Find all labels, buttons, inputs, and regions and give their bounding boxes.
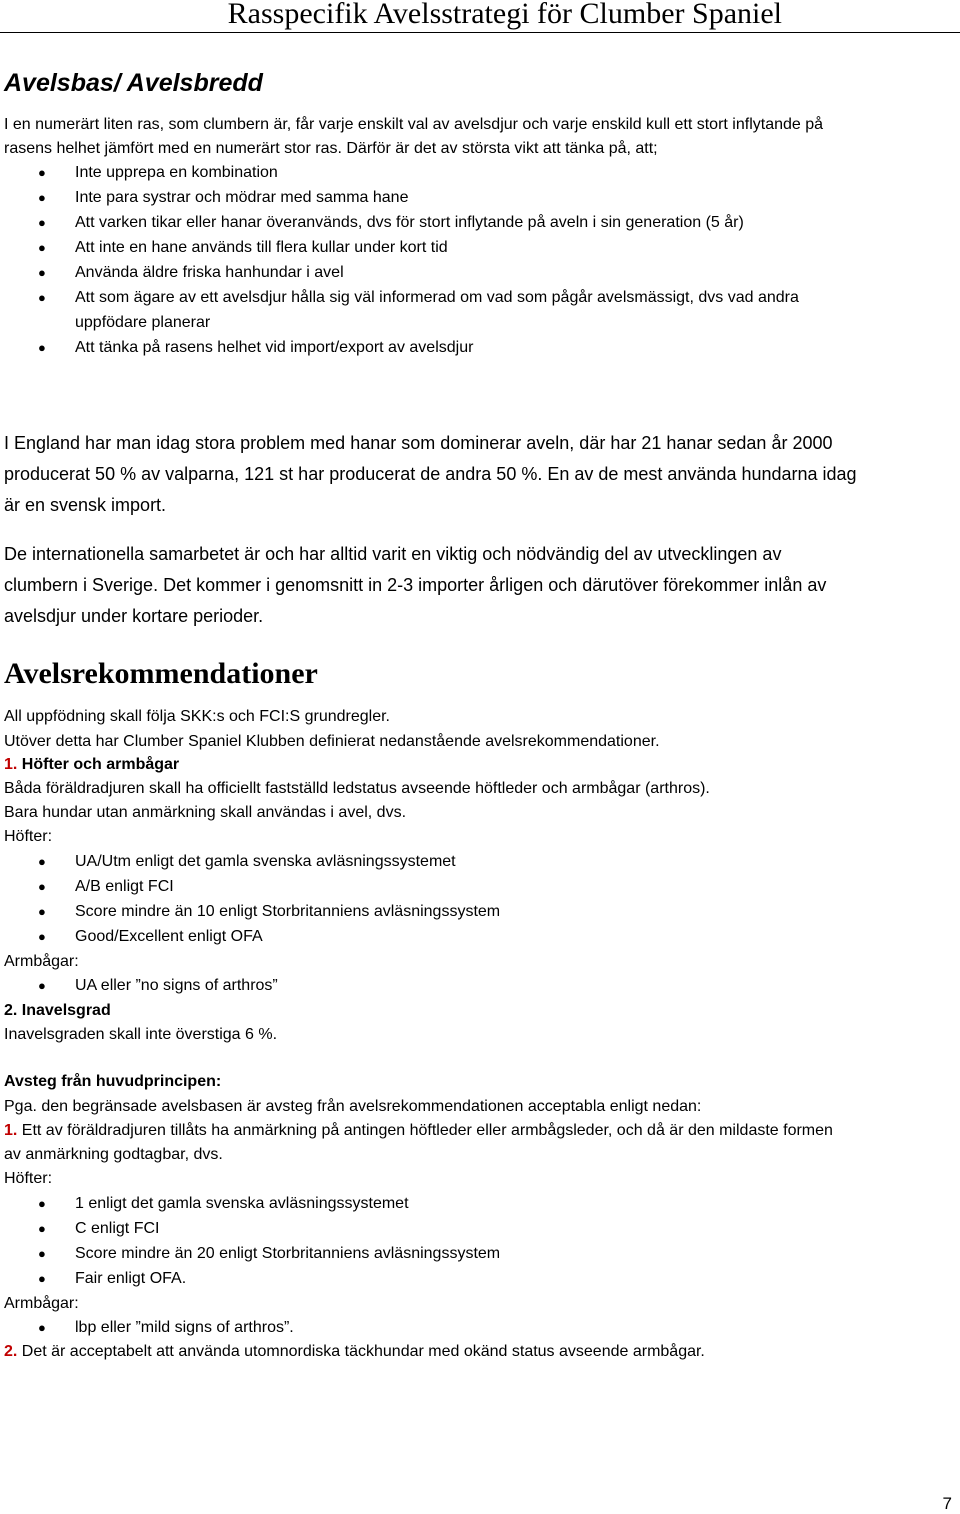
para-international-line-2: clumbern i Sverige. Det kommer i genomsnitt in 2-3 importer årligen och därutöver förekommer inlån av [4, 575, 827, 595]
list-item: ● Inte upprepa en kombination [0, 160, 799, 185]
bullet-icon: ● [38, 1271, 46, 1286]
dev-hips-list [0, 1191, 500, 1291]
bullet-icon: ● [38, 165, 46, 180]
dev-elbows-label: Armbågar: [4, 1295, 79, 1312]
hips-list [0, 849, 500, 949]
bullet-icon: ● [38, 1221, 46, 1236]
para-international-line-1: De internationella samarbetet är och har alltid varit en viktig och nödvändig del av utvecklingen av [4, 544, 782, 564]
bullet-icon: ● [38, 978, 46, 993]
item1-text-1: Båda föräldradjuren skall ha officiellt fastställd ledstatus avseende höftleder och armbågar (arthros). [4, 780, 710, 797]
document-title: Rasspecifik Avelsstrategi för Clumber Spaniel [227, 0, 782, 30]
list-item: ● Score mindre än 10 enligt Storbritanniens avläsningssystem [0, 899, 500, 924]
list-item: ● A/B enligt FCI [0, 874, 500, 899]
elbows-list [0, 973, 278, 998]
dev-hips-label: Höfter: [4, 1170, 53, 1187]
rules-line-1: All uppfödning skall följa SKK:s och FCI:S grundregler. [4, 708, 390, 725]
list-item: ● Att varken tikar eller hanar överanvänds, dvs för stort inflytande på aveln i sin generation (5 år) [0, 210, 799, 235]
list-item: ● Inte para systrar och mödrar med samma hane [0, 185, 799, 210]
deviation-text: Pga. den begränsade avelsbasen är avsteg från avelsrekommendationen acceptabla enligt nedan: [4, 1098, 702, 1115]
intro-line-2: rasens helhet jämfört med en numerärt stor ras. Därför är det av största vikt att tänka på, att; [4, 140, 658, 157]
bullet-icon: ● [38, 904, 46, 919]
rules-line-2: Utöver detta har Clumber Spaniel Klubben definierat nedanstående avelsrekommendationer. [4, 733, 660, 750]
heading-avelsrekommendationer: Avelsrekommendationer [4, 657, 318, 690]
para-england-line-3: är en svensk import. [4, 495, 167, 515]
item1-heading: 1. Höfter och armbågar [4, 756, 180, 773]
bullet-icon: ● [38, 340, 46, 355]
deviation-heading: Avsteg från huvudprincipen: [4, 1073, 222, 1090]
breeding-considerations-list [0, 160, 799, 360]
bullet-icon: ● [38, 1196, 46, 1211]
list-item: ● Använda äldre friska hanhundar i avel [0, 260, 799, 285]
bullet-icon: ● [38, 1246, 46, 1261]
list-item: ● Fair enligt OFA. [0, 1266, 500, 1291]
page-number: 7 [942, 1494, 952, 1513]
bullet-icon: ● [38, 265, 46, 280]
list-item: ● Score mindre än 20 enligt Storbritanniens avläsningssystem [0, 1241, 500, 1266]
list-item: ● UA eller ”no signs of arthros” [0, 973, 278, 998]
para-england-line-1: I England har man idag stora problem med hanar som dominerar aveln, där har 21 hanar sedan år 2000 [4, 433, 833, 453]
dev1-text-2: av anmärkning godtagbar, dvs. [4, 1146, 223, 1163]
dev2-text: 2. Det är acceptabelt att använda utomnordiska täckhundar med okänd status avseende armbågar. [4, 1343, 705, 1360]
elbows-label: Armbågar: [4, 953, 79, 970]
bullet-icon: ● [38, 1320, 46, 1335]
item1-text-2: Bara hundar utan anmärkning skall användas i avel, dvs. [4, 804, 407, 821]
bullet-icon: ● [38, 854, 46, 869]
list-item: ● 1 enligt det gamla svenska avläsningssystemet [0, 1191, 500, 1216]
list-item: ● Att som ägare av ett avelsdjur hålla sig väl informerad om vad som pågår avelsmässigt, dvs vad andra [0, 285, 799, 310]
bullet-icon: ● [38, 290, 46, 305]
list-item: ● Att tänka på rasens helhet vid import/export av avelsdjur [0, 335, 799, 360]
para-england-line-2: producerat 50 % av valparna, 121 st har producerat de andra 50 %. En av de mest använda hundarna idag [4, 464, 857, 484]
list-item-continuation: uppfödare planerar [75, 314, 211, 331]
bullet-icon: ● [38, 879, 46, 894]
dev1-text-1: 1. Ett av föräldradjuren tillåts ha anmärkning på antingen höftleder eller armbågsleder, och då är den mildaste formen [4, 1122, 833, 1139]
para-international-line-3: avelsdjur under kortare perioder. [4, 606, 264, 626]
item2-heading: 2. Inavelsgrad [4, 1002, 111, 1019]
dev-elbows-list [0, 1315, 294, 1340]
list-item: ● Att inte en hane används till flera kullar under kort tid [0, 235, 799, 260]
bullet-icon: ● [38, 240, 46, 255]
bullet-icon: ● [38, 929, 46, 944]
item2-text: Inavelsgraden skall inte överstiga 6 %. [4, 1026, 278, 1043]
intro-line-1: I en numerärt liten ras, som clumbern är, får varje enskilt val av avelsdjur och varje enskild kull ett stort inflytande på [4, 116, 824, 133]
list-item: ● lbp eller ”mild signs of arthros”. [0, 1315, 294, 1340]
list-item: ● UA/Utm enligt det gamla svenska avläsningssystemet [0, 849, 500, 874]
bullet-icon: ● [38, 215, 46, 230]
page-header [0, 0, 960, 33]
list-item: ● C enligt FCI [0, 1216, 500, 1241]
list-item: ● Good/Excellent enligt OFA [0, 924, 500, 949]
hips-label: Höfter: [4, 828, 53, 845]
bullet-icon: ● [38, 190, 46, 205]
heading-avelsbas: Avelsbas/ Avelsbredd [4, 69, 263, 97]
